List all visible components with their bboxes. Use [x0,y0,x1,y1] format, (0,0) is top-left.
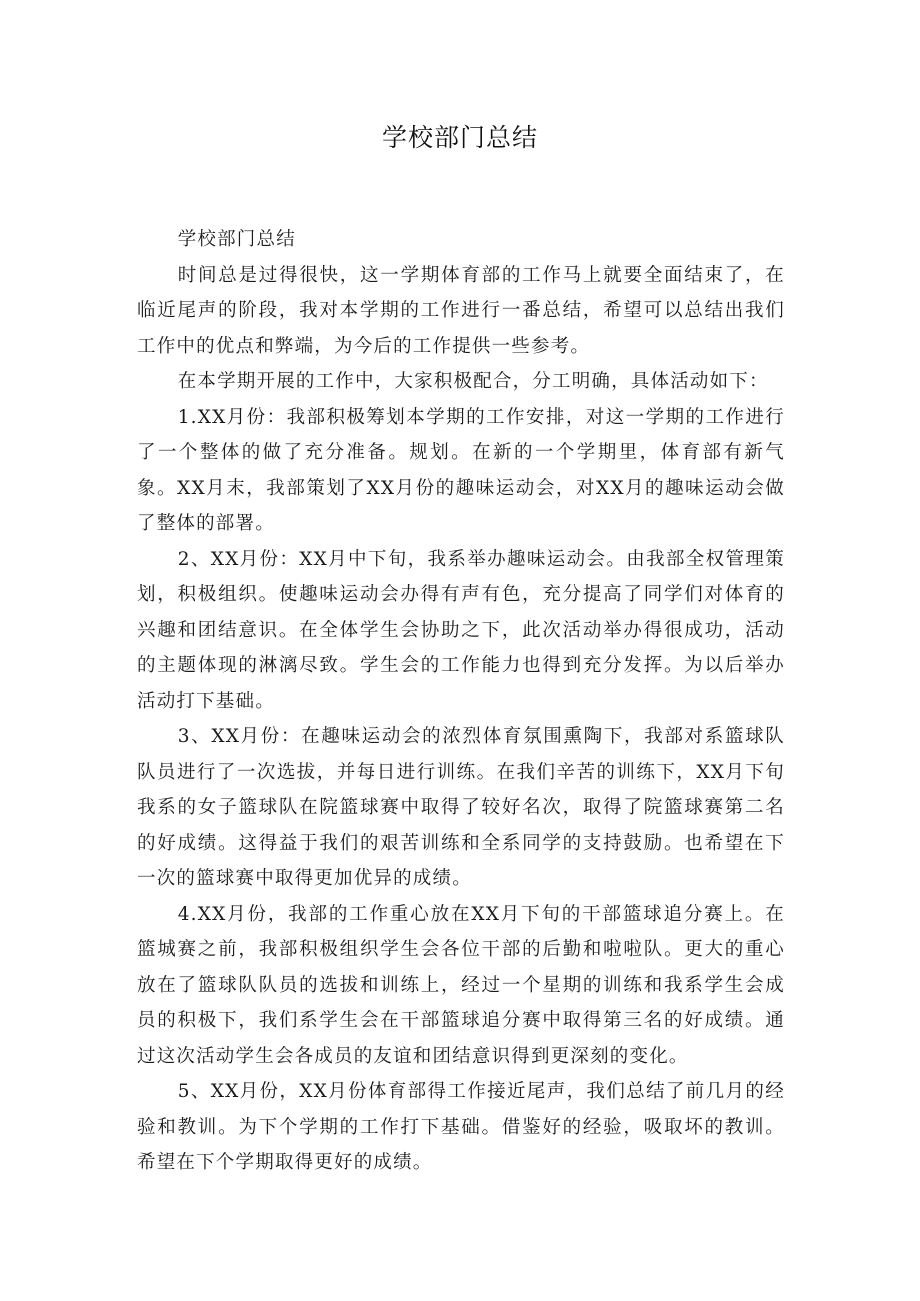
paragraph-item-5: 5、XX月份，XX月份体育部得工作接近尾声，我们总结了前几月的经验和教训。为下个学期的工作打下基础。借鉴好的经验，吸取坏的教训。希望在下个学期取得更好的成绩。 [137,1081,785,1173]
document-body [137,222,785,1181]
paragraph-overview: 在本学期开展的工作中，大家积极配合，分工明确，具体活动如下： [177,371,769,392]
paragraph-item-4: 4.XX月份，我部的工作重心放在XX月下旬的干部篮球追分赛上。在篮城赛之前，我部积极组织学生会各位干部的后勤和啦啦队。更大的重心放在了篮球队队员的选拔和训练上，经过一个星期的训练和我系学生会成员的积极下，我们系学生会在干部篮球追分赛中取得第三名的好成绩。通过这次活动学生会各成员的友谊和团结意识得到更深刻的变化。 [137,903,785,1067]
paragraph-item-1: 1.XX月份：我部积极筹划本学期的工作安排，对这一学期的工作进行了一个整体的做了充分准备。规划。在新的一个学期里，体育部有新气象。XX月末，我部策划了XX月份的趣味运动会，对XX月的趣味运动会做了整体的部署。 [137,406,785,534]
document-title: 学校部门总结 [381,123,538,152]
paragraph-item-3: 3、XX月份：在趣味运动会的浓烈体育氛围熏陶下，我部对系篮球队队员进行了一次选拔，并每日进行训练。在我们辛苦的训练下，XX月下旬我系的女子篮球队在院篮球赛中取得了较好名次，取得了院篮球赛第二名的好成绩。这得益于我们的艰苦训练和全系同学的支持鼓励。也希望在下一次的篮球赛中取得更加优异的成绩。 [137,726,785,889]
paragraph-intro: 时间总是过得很快，这一学期体育部的工作马上就要全面结束了，在临近尾声的阶段，我对本学期的工作进行一番总结，希望可以总结出我们工作中的优点和弊端，为今后的工作提供一些参考。 [137,264,785,357]
document-subtitle: 学校部门总结 [177,229,296,250]
paragraph-item-2: 2、XX月份：XX月中下旬，我系举办趣味运动会。由我部全权管理策划，积极组织。使趣味运动会办得有声有色，充分提高了同学们对体育的兴趣和团结意识。在全体学生会协助之下，此次活动举办得很成功，活动的主题体现的淋漓尽致。学生会的工作能力也得到充分发挥。为以后举办活动打下基础。 [137,548,785,712]
